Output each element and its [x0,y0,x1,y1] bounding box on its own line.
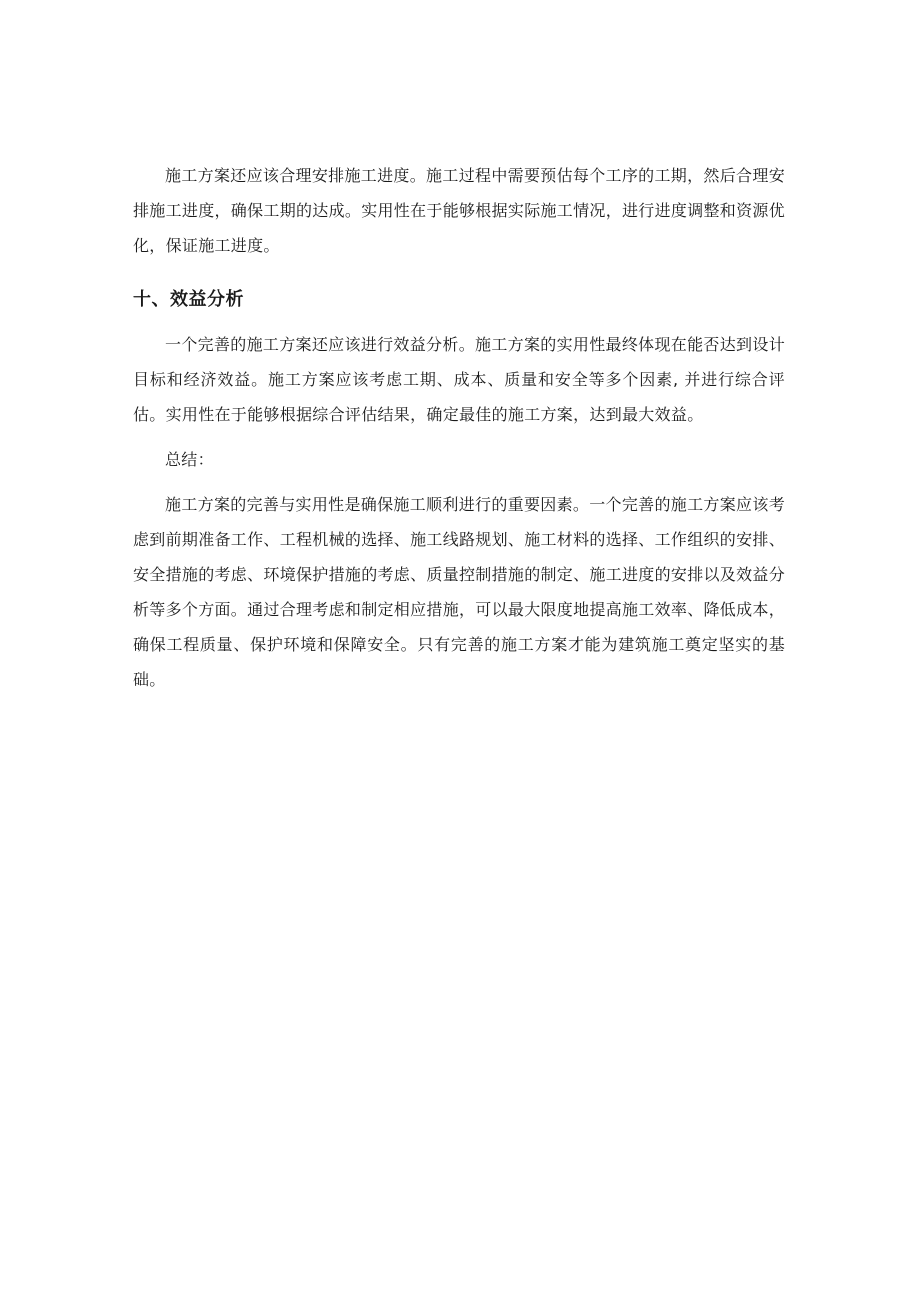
spacer [133,263,785,285]
paragraph-benefit: 一个完善的施工方案还应该进行效益分析。施工方案的实用性最终体现在能否达到设计目标和经济效益。施工方案应该考虑工期、成本、质量和安全等多个因素, 并进行综合评估。实用性在于能够根据综合评估结果，确定最佳的施工方案，达到最大效益。 [133,335,785,424]
section-heading-benefit-analysis: 十、效益分析 [133,289,244,310]
document-body [133,158,785,697]
paragraph-progress: 施工方案还应该合理安排施工进度。施工过程中需要预估每个工序的工期，然后合理安排施工进度，确保工期的达成。实用性在于能够根据实际施工情况，进行进度调整和资源优化，保证施工进度。 [133,166,786,255]
spacer [133,315,785,327]
paragraph-summary: 施工方案的完善与实用性是确保施工顺利进行的重要因素。一个完善的施工方案应该考虑到前期准备工作、工程机械的选择、施工线路规划、施工材料的选择、工作组织的安排、安全措施的考虑、环境保护措施的考虑、质量控制措施的制定、施工进度的安排以及效益分析等多个方面。通过合理考虑和制定相应措施，可以最大限度地提高施工效率、降低成本，确保工程质量、保护环境和保障安全。只有完善的施工方案才能为建筑施工奠定坚实的基础。 [133,495,786,689]
spacer [133,477,785,487]
summary-label: 总结： [165,450,214,469]
spacer [133,432,785,442]
